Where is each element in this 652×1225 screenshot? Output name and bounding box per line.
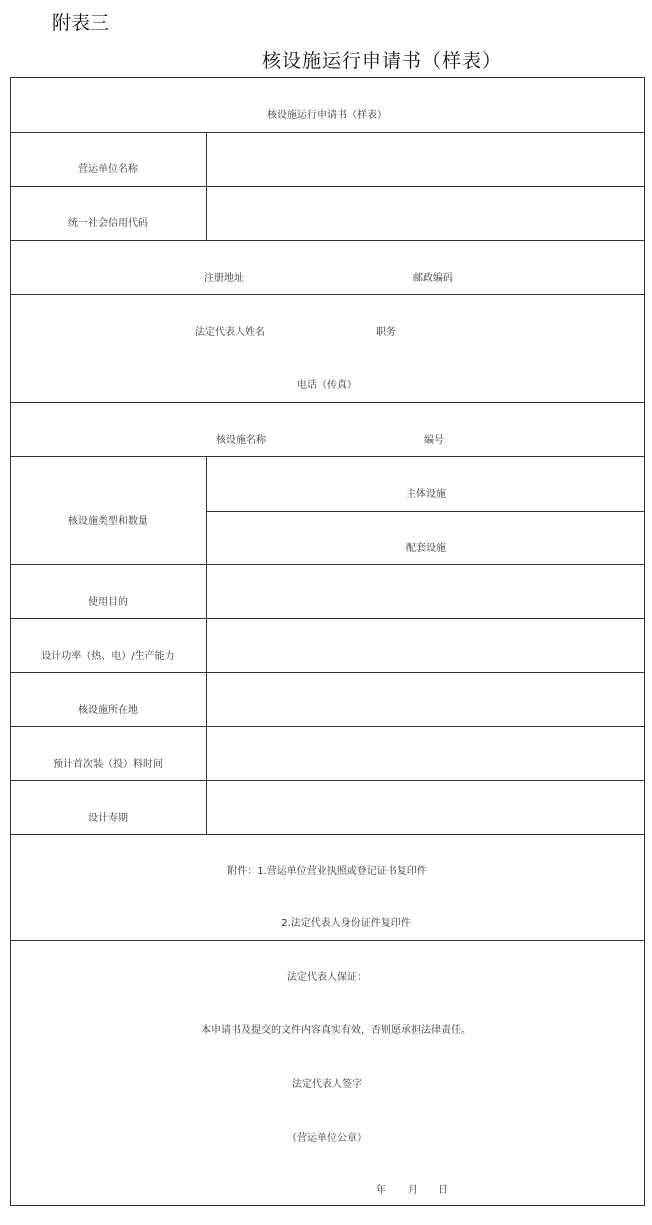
application-form: [10, 77, 645, 1206]
column-divider: [206, 619, 207, 672]
facility-number-label: 编号: [424, 435, 444, 446]
column-divider: [206, 133, 207, 186]
location-label: 核设施所在地: [78, 705, 138, 716]
design-life-label: 设计寿期: [88, 813, 128, 824]
postal-code-label: 邮政编码: [413, 273, 453, 284]
purpose-label: 使用目的: [88, 597, 128, 608]
legal-rep-row: [11, 295, 644, 403]
document-title: 核设施运行申请书（样表）: [262, 50, 503, 72]
operator-name-label: 营运单位名称: [78, 164, 138, 175]
type-quantity-row: [11, 457, 644, 565]
column-divider: [206, 187, 207, 240]
operator-name-row: [11, 133, 644, 187]
credit-code-row: [11, 187, 644, 241]
position-label: 职务: [376, 327, 396, 338]
legal-rep-name-label: 法定代表人姓名: [195, 327, 265, 338]
first-loading-row: [11, 727, 644, 781]
facility-name-label: 核设施名称: [216, 435, 266, 446]
attachments-row: [11, 835, 644, 941]
facility-name-row: [11, 403, 644, 457]
attachment-2: 2.法定代表人身份证件复印件: [281, 918, 411, 929]
date-year-label: 年: [376, 1185, 386, 1196]
annex-label: 附表三: [52, 12, 110, 34]
date-day-label: 日: [438, 1185, 448, 1196]
first-loading-label: 预计首次装（投）料时间: [53, 759, 163, 770]
design-life-row: [11, 781, 644, 835]
column-divider: [206, 565, 207, 618]
guarantee-text: 本申请书及提交的文件内容真实有效，否则愿承担法律责任。: [201, 1025, 471, 1036]
supporting-facility-label: 配套设施: [406, 543, 446, 554]
type-quantity-label: 核设施类型和数量: [68, 516, 148, 527]
column-divider: [206, 673, 207, 726]
seal-label: （营运单位公章）: [287, 1133, 367, 1144]
signature-label: 法定代表人签字: [292, 1079, 362, 1090]
location-row: [11, 673, 644, 727]
form-heading-row: [11, 78, 644, 133]
address-row: [11, 241, 644, 295]
address-label: 注册地址: [204, 273, 244, 284]
guarantee-title: 法定代表人保证：: [287, 972, 367, 983]
design-power-label: 设计功率（热、电）/生产能力: [41, 651, 175, 662]
column-divider: [206, 727, 207, 780]
date-month-label: 月: [408, 1185, 418, 1196]
column-divider: [206, 781, 207, 834]
guarantee-row: [11, 941, 644, 1207]
phone-fax-label: 电话（传真）: [297, 380, 357, 391]
attachment-1: 附件：1.营运单位营业执照或登记证书复印件: [227, 866, 427, 877]
credit-code-label: 统一社会信用代码: [68, 218, 148, 229]
design-power-row: [11, 619, 644, 673]
form-heading: 核设施运行申请书（样表）: [267, 110, 387, 121]
sub-row-divider: [206, 511, 644, 512]
main-facility-label: 主体设施: [406, 489, 446, 500]
purpose-row: [11, 565, 644, 619]
